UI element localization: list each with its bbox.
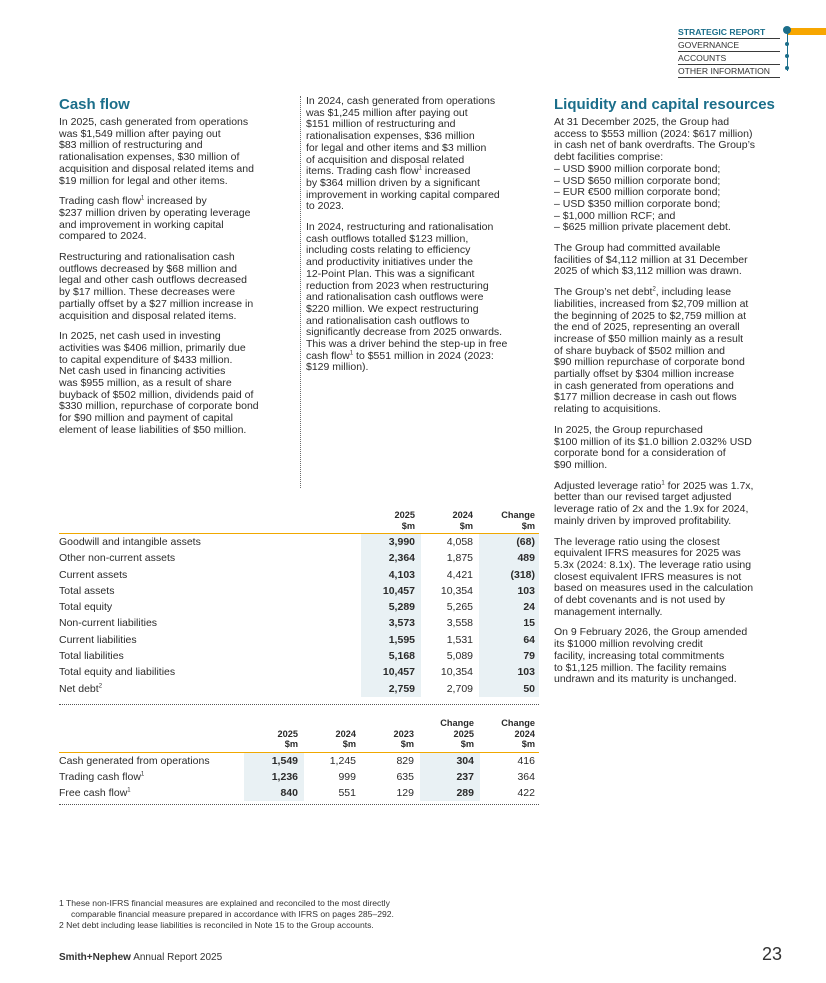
value-2024: 4,421 — [446, 568, 473, 581]
value-change-2024: 364 — [517, 770, 535, 783]
nav-strategic-report[interactable]: STRATEGIC REPORT — [678, 26, 780, 39]
col-header-2025: 2025 $m — [394, 510, 415, 531]
value-2025: 1,549 — [244, 752, 304, 769]
list-item: – USD $650 million corporate bond; — [554, 174, 721, 187]
table-row — [59, 567, 539, 583]
report-title: Annual Report 2025 — [130, 952, 223, 963]
list-item: – $1,000 million RCF; and — [554, 209, 676, 222]
nav-rail — [787, 30, 788, 71]
liquidity-para-7: On 9 February 2026, the Group amended its $1000 million revolving credit facility, increasing total commitments to $1,125 million. The facility remains undrawn and its maturity is unchanged. — [554, 626, 748, 686]
value-2025: 3,990 — [361, 534, 421, 551]
footnote-1-cont: comparable financial measure prepared in accordance with IFRS on pages 285–292. — [71, 909, 394, 919]
value-2024: 10,354 — [440, 666, 473, 679]
row-label: Total assets — [59, 584, 115, 597]
value-2025: 1,236 — [244, 769, 304, 785]
value-2023: 829 — [396, 754, 414, 767]
footnote-2: 2 Net debt including lease liabilities is reconciled in Note 15 to the Group accounts. — [59, 920, 374, 930]
table-rule — [59, 804, 539, 805]
table-header-row — [59, 718, 539, 752]
value-2024: 1,531 — [446, 633, 473, 646]
table-row — [59, 534, 539, 551]
footer — [59, 952, 222, 963]
value-change-2024: 416 — [517, 754, 535, 767]
list-item: – EUR €500 million corporate bond; — [554, 186, 721, 199]
value-change: 24 — [479, 599, 539, 615]
row-label: Cash generated from operations — [59, 754, 210, 767]
value-2025: 2,759 — [361, 681, 421, 697]
middle-column — [306, 96, 542, 383]
table-row — [59, 648, 539, 664]
table-rule — [59, 704, 539, 705]
row-label: Total equity and liabilities — [59, 666, 176, 679]
col-header-change-2025: Change 2025 $m — [440, 718, 474, 749]
brand-name: Smith+Nephew — [59, 952, 131, 963]
row-label: Trading cash flow$^1$ — [59, 770, 145, 783]
nav-active-dot — [783, 26, 791, 34]
value-2024: 10,354 — [440, 584, 473, 597]
value-2024: 5,265 — [446, 601, 473, 614]
value-change: (68) — [479, 534, 539, 551]
table-row — [59, 769, 539, 785]
value-2025: 10,457 — [361, 664, 421, 680]
row-label: Total liabilities — [59, 650, 124, 663]
cash-flow-column — [59, 96, 295, 446]
value-change-2025: 237 — [420, 769, 480, 785]
cash-flow-heading: Cash flow — [59, 96, 130, 113]
liquidity-para-2: The Group had committed available facilities of $4,112 million at 31 December 2025 of which $3,112 million was drawn. — [554, 242, 748, 278]
value-change-2024: 422 — [517, 787, 535, 800]
nav-tick — [785, 54, 789, 58]
value-2024: 5,089 — [446, 650, 473, 663]
row-label: Current assets — [59, 568, 128, 581]
table-row — [59, 752, 539, 769]
table-header-row — [59, 510, 539, 534]
liquidity-column — [554, 96, 789, 695]
cash-flow-para-3: Restructuring and rationalisation cash outflows decreased by $68 million and legal and other cash outflows decreased by $17 million. These decreases were partially offset by a $27 million increase in acquisition and disposal related items. — [59, 251, 254, 322]
value-2025: 4,103 — [361, 567, 421, 583]
value-change: 103 — [479, 664, 539, 680]
row-label: Net debt$^2$ — [59, 682, 103, 695]
nav-other-information[interactable]: OTHER INFORMATION — [678, 65, 780, 78]
col-header-2025: 2025 $m — [277, 728, 298, 749]
list-item: – USD $350 million corporate bond; — [554, 197, 721, 210]
nav-governance[interactable]: GOVERNANCE — [678, 39, 780, 52]
balance-sheet-table — [59, 510, 539, 697]
column-divider — [300, 96, 301, 488]
value-change: 103 — [479, 583, 539, 599]
liquidity-para-3: The Group’s net debt$^2$, including lease liabilities, increased from $2,709 million at the beginning of 2025 to $2,759 million at the end of 2025, representing an overall increase of $50 million mainly as a result of share buyback of $502 million and $90 million repurchase of corporate bond partially offset by $304 million increase in cash generated from operations and $177 million decrease in cash out flows relating to acquisitions. — [554, 286, 749, 416]
liquidity-intro: At 31 December 2025, the Group had access to $553 million (2024: $617 million) in cash net of bank overdrafts. The Group’s debt facilities comprise: — [554, 116, 755, 164]
nav-tick — [785, 42, 789, 46]
table-row — [59, 785, 539, 801]
value-2025: 5,289 — [361, 599, 421, 615]
cash-flow-para-1: In 2025, cash generated from operations was $1,549 million after paying out $83 million of restructuring and rationalisation expenses, $30 million of acquisition and disposal related items and $19 million for legal and other items. — [59, 116, 254, 187]
table-row — [59, 583, 539, 599]
row-label: Current liabilities — [59, 633, 137, 646]
middle-para-2: In 2024, restructuring and rationalisation cash outflows totalled $123 million, including costs relating to efficiency and productivity initiatives under the 12-Point Plan. This was a significant reduction from 2023 when restructuring and rationalisation cash outflows were $220 million. We expect restructuring and rationalisation cash outflows to significantly decrease from 2025 onwards. This was a driver behind the step-up in free cash flow$^1$ to $551 million in 2024 (2023: $129 million). — [306, 221, 508, 374]
debt-facilities-list — [554, 164, 789, 234]
col-header-2024: 2024 $m — [335, 728, 356, 749]
cash-flow-para-2: Trading cash flow$^1$ increased by $237 million driven by operating leverage and improvement in working capital compared to 2024. — [59, 195, 251, 243]
value-2023: 635 — [396, 770, 414, 783]
value-2024: 551 — [338, 787, 356, 800]
liquidity-para-4: In 2025, the Group repurchased $100 million of its $1.0 billion 2.032% USD corporate bond for a consideration of $90 million. — [554, 423, 752, 471]
col-header-2024: 2024 $m — [452, 510, 473, 531]
value-change-2025: 289 — [420, 785, 480, 801]
page-number: 23 — [762, 944, 783, 964]
value-change: 64 — [479, 632, 539, 648]
row-label: Non-current liabilities — [59, 617, 158, 630]
value-change-2025: 304 — [420, 752, 480, 769]
nav-accounts[interactable]: ACCOUNTS — [678, 52, 780, 65]
value-2025: 1,595 — [361, 632, 421, 648]
footnote-1: 1 These non-IFRS financial measures are explained and reconciled to the most directly — [59, 898, 390, 908]
middle-para-1: In 2024, cash generated from operations was $1,245 million after paying out $151 million of restructuring and rationalisation expenses, $36 million for legal and other items and $3 million of acquisition and disposal related items. Trading cash flow$^1$ increased by $364 million driven by a significant improvement in working capital compared to 2023. — [306, 95, 500, 213]
value-change: 489 — [479, 550, 539, 566]
value-2024: 1,245 — [329, 754, 356, 767]
value-2025: 2,364 — [361, 550, 421, 566]
value-2024: 4,058 — [446, 536, 473, 548]
value-2024: 3,558 — [446, 617, 473, 630]
value-change: (318) — [479, 567, 539, 583]
row-label: Goodwill and intangible assets — [59, 536, 201, 548]
value-2024: 999 — [338, 770, 356, 783]
table-row — [59, 664, 539, 680]
value-2025: 3,573 — [361, 615, 421, 631]
cash-flow-para-4: In 2025, net cash used in investing activities was $406 million, primarily due to capital expenditure of $433 million. Net cash used in financing activities was $955 million, as a result of share buyback of $502 million, dividends paid of $330 million, repurchase of corporate bond for $90 million and payment of capital element of lease liabilities of $50 million. — [59, 330, 259, 436]
value-2025: 10,457 — [361, 583, 421, 599]
col-header-change: Change $m — [501, 510, 535, 531]
table-row — [59, 632, 539, 648]
value-2024: 1,875 — [446, 552, 473, 565]
cash-flow-table — [59, 718, 539, 801]
col-header-change-2024: Change 2024 $m — [501, 718, 535, 749]
list-item: – USD $900 million corporate bond; — [554, 162, 721, 175]
value-change: 50 — [479, 681, 539, 697]
list-item: – $625 million private placement debt. — [554, 221, 731, 234]
table-row — [59, 550, 539, 566]
row-label: Other non-current assets — [59, 552, 176, 565]
nav-tick — [785, 66, 789, 70]
row-label: Free cash flow$^1$ — [59, 787, 131, 800]
value-2025: 5,168 — [361, 648, 421, 664]
table-row — [59, 615, 539, 631]
value-2023: 129 — [396, 787, 414, 800]
liquidity-heading: Liquidity and capital resources — [554, 96, 775, 113]
col-header-2023: 2023 $m — [393, 728, 414, 749]
liquidity-para-6: The leverage ratio using the closest equivalent IFRS measures for 2025 was 5.3x (2024: 8.1x). The leverage ratio using closest equivalent IFRS measures is not based on measures used in the calculation of debt covenants and is not used by management internally. — [554, 535, 754, 618]
value-2024: 2,709 — [446, 682, 473, 695]
table-row — [59, 681, 539, 697]
value-change: 15 — [479, 615, 539, 631]
row-label: Total equity — [59, 601, 113, 614]
nav-accent-bar — [787, 28, 826, 35]
value-2025: 840 — [244, 785, 304, 801]
liquidity-para-5: Adjusted leverage ratio$^1$ for 2025 was 1.7x, better than our revised target adjusted leverage ratio of 2x and the 1.9x for 2024, mainly driven by improved profitability. — [554, 479, 754, 527]
value-change: 79 — [479, 648, 539, 664]
table-row — [59, 599, 539, 615]
